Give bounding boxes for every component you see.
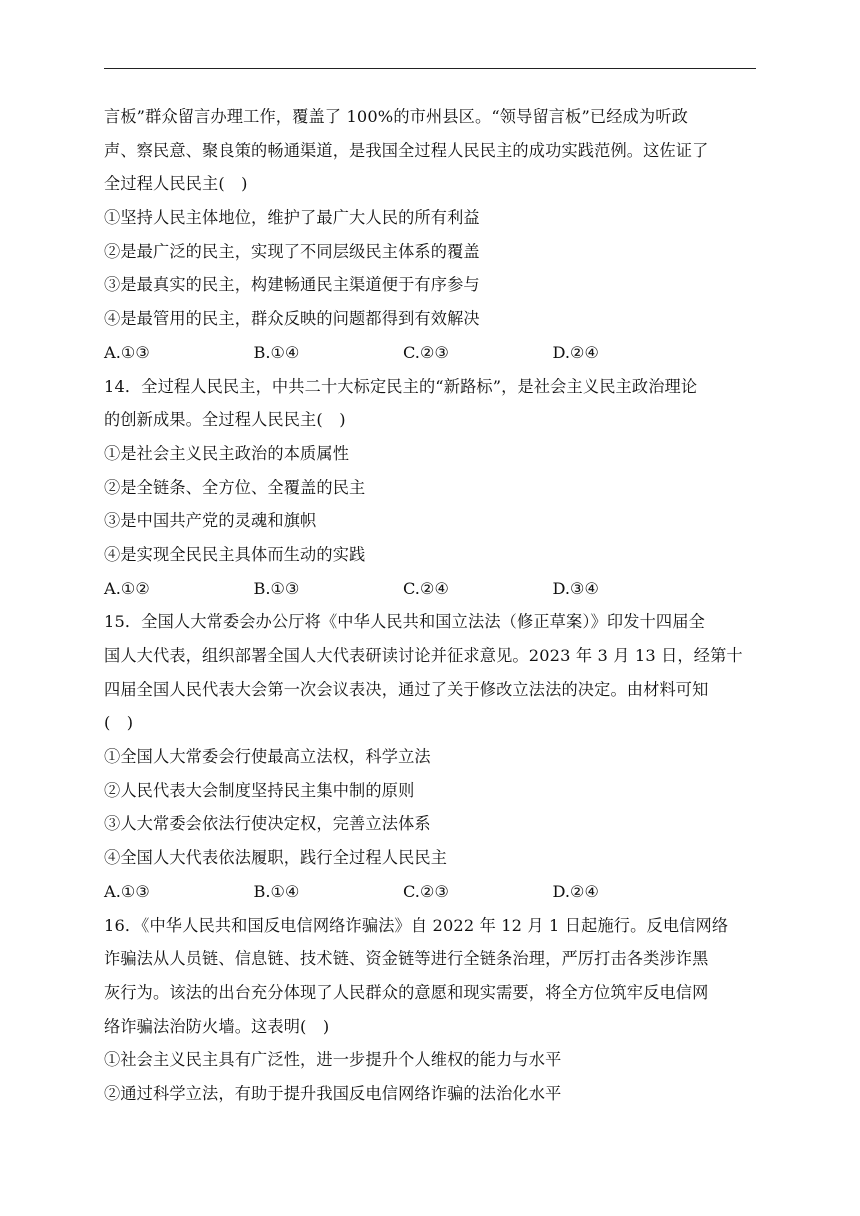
q15-option-4: ④全国人大代表依法履职，践行全过程人民民主 [104, 848, 448, 868]
q15-stem-line: 15．全国人大常委会办公厅将《中华人民共和国立法法（修正草案）》印发十四届全 [104, 612, 705, 632]
q15-option-3: ③人大常委会依法行使决定权，完善立法体系 [104, 814, 431, 834]
q16-option-2: ②通过科学立法，有助于提升我国反电信网络诈骗的法治化水平 [104, 1083, 562, 1103]
q13-option-2: ②是最广泛的民主，实现了不同层级民主体系的覆盖 [104, 241, 480, 261]
q13-answer-a: A.①③ [104, 342, 150, 362]
q15-answer-b: B.①④ [253, 881, 300, 901]
q14-stem-line: 的创新成果。全过程人民民主( ) [104, 410, 346, 430]
q15-answer-c: C.②③ [403, 881, 449, 901]
q14-stem-line: 14．全过程人民民主，中共二十大标定民主的“新路标”，是社会主义民主政治理论 [104, 376, 698, 396]
q13-option-4: ④是最管用的民主，群众反映的问题都得到有效解决 [104, 309, 480, 329]
q13-option-1: ①坚持人民主体地位，维护了最广大人民的所有利益 [104, 208, 480, 228]
q16-stem-line: 16．《中华人民共和国反电信网络诈骗法》自 2022 年 12 月 1 日起施行。反电信网络 [104, 915, 729, 935]
q13-stem-line: 声、察民意、聚良策的畅通渠道，是我国全过程人民民主的成功实践范例。这佐证了 [104, 140, 709, 160]
q13-answer-choices [104, 336, 764, 370]
q15-answer-a: A.①③ [104, 881, 150, 901]
q16-stem-line: 诈骗法从人员链、信息链、技术链、资金链等进行全链条治理，严厉打击各类涉诈黑 [104, 949, 709, 969]
q15-answer-d: D.②④ [552, 881, 600, 901]
q16-stem-line: 灰行为。该法的出台充分体现了人民群众的意愿和现实需要，将全方位筑牢反电信网 [104, 982, 709, 1002]
q16-stem-line: 络诈骗法治防火墙。这表明( ) [104, 1016, 330, 1036]
q15-stem-line: 国人大代表，组织部署全国人大代表研读讨论并征求意见。2023 年 3 月 13 日，经第十 [104, 646, 743, 665]
q15-stem-line: 四届全国人民代表大会第一次会议表决，通过了关于修改立法法的决定。由材料可知 [104, 679, 709, 699]
q13-answer-c: C.②③ [403, 342, 449, 362]
q15-option-2: ②人民代表大会制度坚持民主集中制的原则 [104, 780, 415, 800]
document-body [104, 100, 764, 1111]
question-13 [104, 100, 764, 370]
question-14 [104, 370, 764, 606]
q13-answer-d: D.②④ [552, 342, 600, 362]
q13-answer-b: B.①④ [253, 342, 300, 362]
q13-stem-line: 言板”群众留言办理工作，覆盖了 100%的市州县区。“领导留言板”已经成为听政 [104, 107, 688, 126]
q14-option-1: ①是社会主义民主政治的本质属性 [104, 443, 350, 463]
q14-answer-d: D.③④ [552, 578, 600, 598]
q14-answer-a: A.①② [104, 578, 150, 598]
question-16 [104, 909, 764, 1111]
q16-option-1: ①社会主义民主具有广泛性，进一步提升个人维权的能力与水平 [104, 1050, 562, 1070]
q14-option-3: ③是中国共产党的灵魂和旗帜 [104, 511, 317, 531]
q13-stem-line: 全过程人民民主( ) [104, 174, 248, 194]
q14-answer-choices [104, 572, 764, 606]
q15-stem-line: ( ) [104, 713, 134, 733]
q15-answer-choices [104, 875, 764, 909]
q15-option-1: ①全国人大常委会行使最高立法权，科学立法 [104, 747, 431, 767]
question-15 [104, 605, 764, 908]
header-rule [104, 68, 756, 69]
q14-answer-c: C.②④ [403, 578, 449, 598]
q14-answer-b: B.①③ [253, 578, 300, 598]
q14-option-4: ④是实现全民民主具体而生动的实践 [104, 544, 366, 564]
q14-option-2: ②是全链条、全方位、全覆盖的民主 [104, 477, 366, 497]
q13-option-3: ③是最真实的民主，构建畅通民主渠道便于有序参与 [104, 275, 480, 295]
